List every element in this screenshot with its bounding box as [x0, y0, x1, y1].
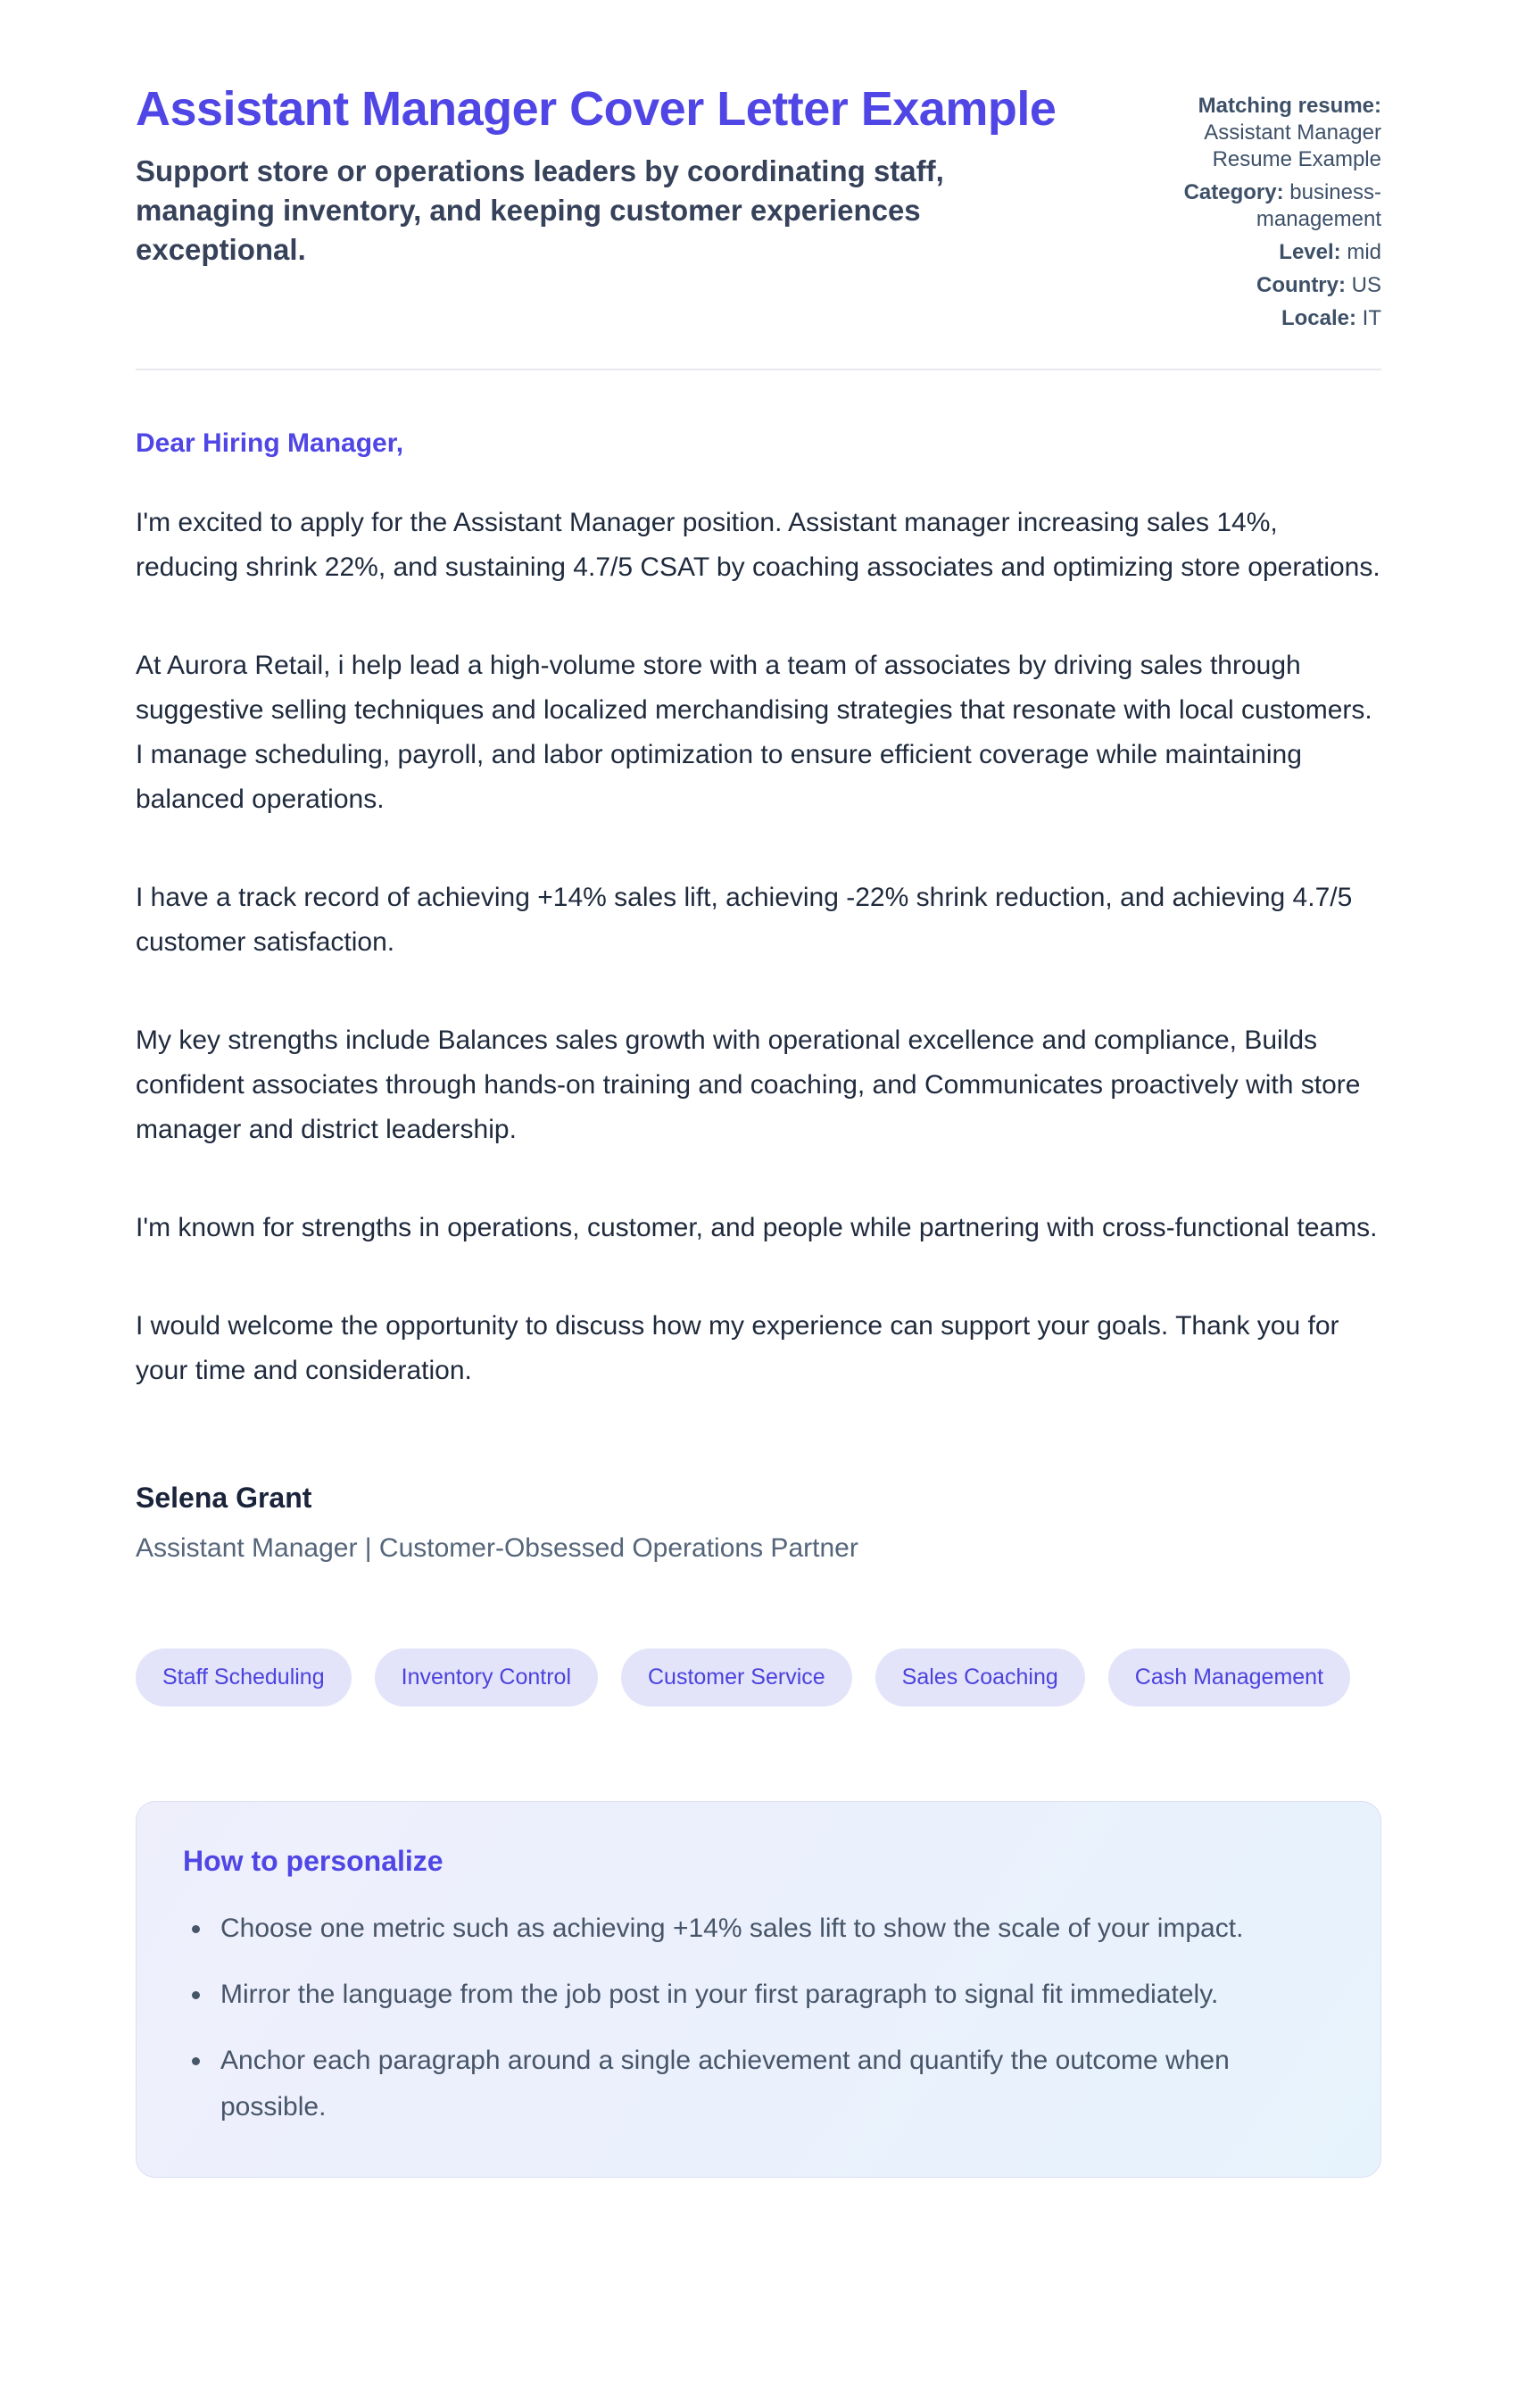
tips-heading: How to personalize	[183, 1845, 443, 1877]
letter-paragraph: My key strengths include Balances sales growth with operational excellence and compliance, Builds confident associates through hands-on training and coaching, and Communicates proactively with store manager and district leadership.	[136, 1025, 1361, 1144]
signature-role: Assistant Manager | Customer-Obsessed Operations Partner	[136, 1533, 858, 1563]
salutation: Dear Hiring Manager,	[136, 428, 404, 458]
meta-panel	[1142, 79, 1381, 338]
content-container	[136, 0, 1381, 2240]
skill-tag-sales-coaching: Sales Coaching	[875, 1648, 1085, 1706]
tip-item: • Choose one metric such as achieving +14% sales lift to show the scale of your impact.	[213, 1906, 1334, 1952]
letter-paragraph: I would welcome the opportunity to discuss how my experience can support your goals. Thank you for your time and consideration.	[136, 1311, 1339, 1385]
skill-tag-inventory-control: Inventory Control	[375, 1648, 598, 1706]
meta-value: mid	[1347, 240, 1381, 264]
signature-name: Selena Grant	[136, 1482, 312, 1514]
meta-item-category	[1142, 179, 1381, 233]
meta-item-level	[1142, 239, 1381, 266]
meta-label: Locale:	[1281, 306, 1356, 330]
meta-item-matching-resume	[1142, 93, 1381, 173]
meta-item-locale	[1142, 305, 1381, 332]
header-divider	[136, 369, 1381, 370]
skill-tag-staff-scheduling: Staff Scheduling	[136, 1648, 352, 1706]
page-title: Assistant Manager Cover Letter Example	[136, 82, 1057, 136]
letter-paragraph: I'm known for strengths in operations, customer, and people while partnering with cross-functional teams.	[136, 1213, 1378, 1242]
skill-tag-cash-management: Cash Management	[1108, 1648, 1350, 1706]
letter-paragraph: I'm excited to apply for the Assistant Manager position. Assistant manager increasing sales 14%, reducing shrink 22%, and sustaining 4.7/5 CSAT by coaching associates and optimizing store operations.	[136, 508, 1380, 582]
meta-label: Country:	[1256, 273, 1346, 297]
page-header	[136, 79, 1381, 338]
skill-tag-customer-service: Customer Service	[621, 1648, 852, 1706]
meta-value: Assistant Manager Resume Example	[1204, 120, 1381, 171]
meta-value: IT	[1362, 306, 1381, 330]
letter-paragraph: I have a track record of achieving +14% sales lift, achieving -22% shrink reduction, and achieving 4.7/5 customer satisfaction.	[136, 883, 1353, 957]
meta-item-country	[1142, 272, 1381, 299]
skill-tags-row	[136, 1648, 1381, 1706]
how-to-personalize-box	[136, 1801, 1381, 2178]
tips-list	[183, 1906, 1334, 2130]
tip-item: • Anchor each paragraph around a single achievement and quantify the outcome when possible.	[213, 2038, 1334, 2130]
meta-label: Category:	[1183, 180, 1284, 204]
meta-value: US	[1351, 273, 1381, 297]
meta-label: Level:	[1279, 240, 1341, 264]
cover-letter-body	[136, 426, 1381, 1566]
header-title-block	[136, 79, 1073, 270]
page-subtitle: Support store or operations leaders by coordinating staff, managing inventory, and keeping customer experiences exceptional.	[136, 154, 944, 266]
meta-label: Matching resume:	[1198, 94, 1381, 118]
meta-value: business-management	[1256, 180, 1381, 231]
letter-paragraph: At Aurora Retail, i help lead a high-volume store with a team of associates by driving sales through suggestive selling techniques and localized merchandising strategies that resonate with local customers. I manage scheduling, payroll, and labor optimization to ensure efficient coverage while maintaining balanced operations.	[136, 651, 1372, 814]
tip-item: • Mirror the language from the job post in your first paragraph to signal fit immediately.	[213, 1972, 1334, 2018]
